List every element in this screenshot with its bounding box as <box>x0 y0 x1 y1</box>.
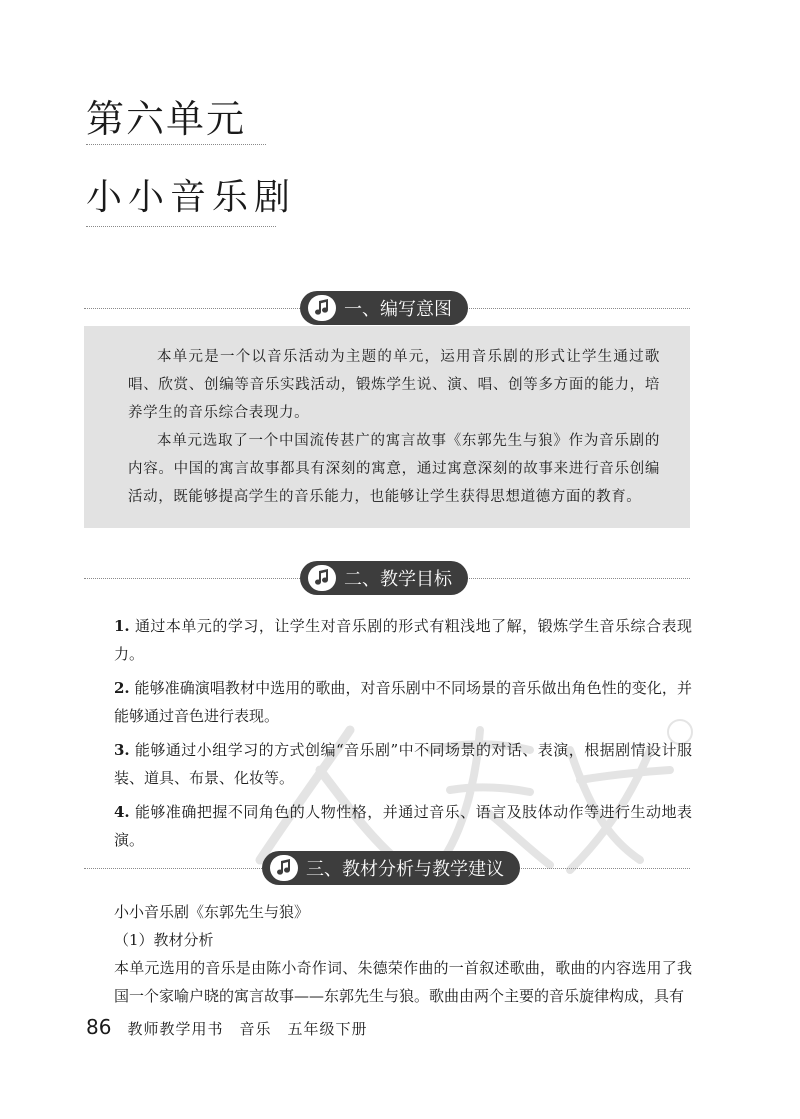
list-item: 2. 能够准确演唱教材中选用的歌曲，对音乐剧中不同场景的音乐做出角色性的变化，并能够通过音色进行表现。 <box>114 679 692 725</box>
section-heading-label: 一、编写意图 <box>344 299 452 320</box>
list-item: 4. 能够准确把握不同角色的人物性格，并通过音乐、语言及肢体动作等进行生动地表演。 <box>114 803 692 849</box>
section-heading-analysis <box>262 851 520 885</box>
book-title: 教师教学用书 音乐 五年级下册 <box>127 1020 368 1038</box>
body-paragraph: 本单元选用的音乐是由陈小奇作词、朱德荣作曲的一首叙述歌曲，歌曲的内容选用了我国一个家喻户晓的寓言故事——东郭先生与狼。歌曲由两个主要的音乐旋律构成，具有 <box>114 959 692 1005</box>
intro-paragraph: 本单元是一个以音乐活动为主题的单元，运用音乐剧的形式让学生通过歌唱、欣赏、创编等音乐实践活动，锻炼学生说、演、唱、创等多方面的能力，培养学生的音乐综合表现力。 <box>128 349 660 421</box>
intent-box <box>84 326 690 528</box>
list-item: 3. 能够通过小组学习的方式创编“音乐剧”中不同场景的对话、表演，根据剧情设计服装、道具、布景、化妆等。 <box>114 741 692 787</box>
analysis-block <box>114 898 692 1010</box>
title-divider <box>86 144 266 145</box>
section-heading-goals <box>300 561 468 595</box>
subtitle-divider <box>86 226 276 227</box>
music-note-icon <box>270 855 298 881</box>
intro-paragraph: 本单元选取了一个中国流传甚广的寓言故事《东郭先生与狼》作为音乐剧的内容。中国的寓言故事都具有深刻的寓意，通过寓意深刻的故事来进行音乐创编活动，既能够提高学生的音乐能力，也能够让学生获得思想道德方面的教育。 <box>128 433 660 505</box>
goals-list <box>114 612 692 860</box>
unit-subtitle: 小小音乐剧 <box>86 177 297 218</box>
unit-title: 第六单元 <box>86 97 247 141</box>
section-heading-label: 三、教材分析与教学建议 <box>306 859 504 880</box>
page-number: 86 <box>86 1015 112 1039</box>
work-title: 小小音乐剧《东郭先生与狼》 <box>114 903 310 921</box>
music-note-icon <box>308 295 336 321</box>
list-item: 1. 通过本单元的学习，让学生对音乐剧的形式有粗浅地了解，锻炼学生音乐综合表现力。 <box>114 617 692 663</box>
page-footer <box>86 1015 367 1039</box>
music-note-icon <box>308 565 336 591</box>
sub-heading: （1）教材分析 <box>114 931 214 949</box>
section-heading-intent <box>300 291 468 325</box>
section-heading-label: 二、教学目标 <box>344 569 452 590</box>
